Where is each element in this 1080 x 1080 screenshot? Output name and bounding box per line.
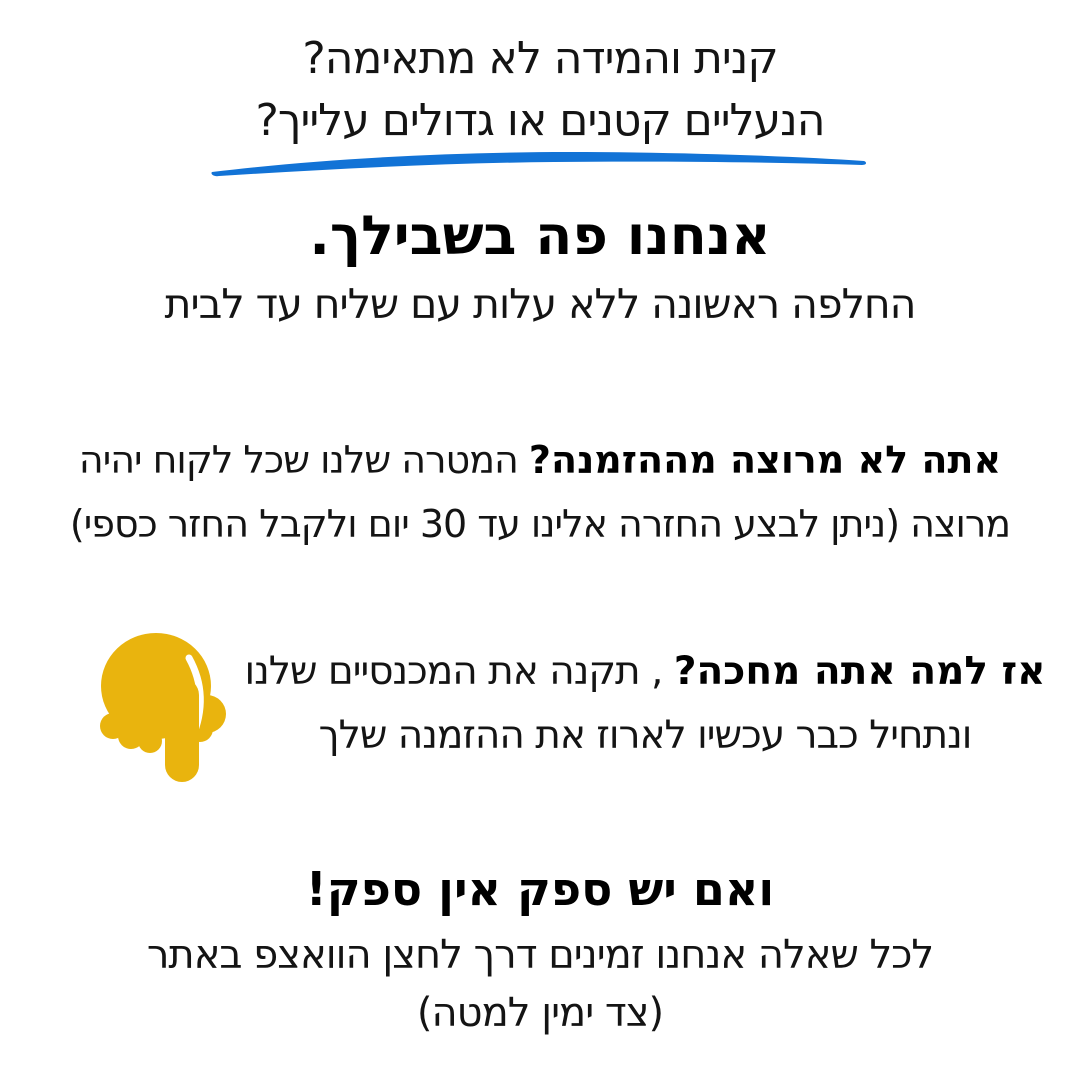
support-text	[0, 926, 1080, 1042]
refund-question-bold: אתה לא מרוצה מההזמנה?	[528, 438, 1002, 482]
cta-line-1-rest: , תקנה את המכנסיים שלנו	[244, 649, 674, 694]
support-line-1: לכל שאלה אנחנו זמינים דרך לחצן הוואצפ באתר	[146, 932, 934, 978]
refund-paragraph	[0, 428, 1080, 556]
refund-line-1-rest: המטרה שלנו שכל לקוח יהיה	[78, 438, 529, 482]
question-line-1: קנית והמידה לא מתאימה?	[302, 33, 778, 84]
cta-paragraph	[230, 640, 1060, 768]
underline-swoosh-icon	[209, 148, 869, 178]
hero-title: אנחנו פה בשבילך.	[309, 204, 771, 267]
hero-subtitle: החלפה ראשונה ללא עלות עם שליח עד לבית	[164, 280, 916, 328]
cta-question-bold: אז למה אתה מחכה?	[673, 649, 1046, 694]
cta-line-2: ונתחיל כבר עכשיו לארוז את ההזמנה שלך	[318, 713, 972, 758]
pointing-down-hand-icon	[88, 626, 233, 786]
cta-line-1	[230, 640, 1060, 704]
refund-line-2: מרוצה (ניתן לבצע החזרה אלינו עד 30 יום ולקבל החזר כספי)	[69, 502, 1011, 546]
support-line-2: (צד ימין למטה)	[416, 990, 664, 1036]
question-line-2: הנעליים קטנים או גדולים עלייך?	[255, 95, 825, 146]
support-title: ואם יש ספק אין ספק!	[305, 862, 775, 916]
top-questions	[0, 28, 1080, 152]
refund-line-1	[0, 428, 1080, 492]
